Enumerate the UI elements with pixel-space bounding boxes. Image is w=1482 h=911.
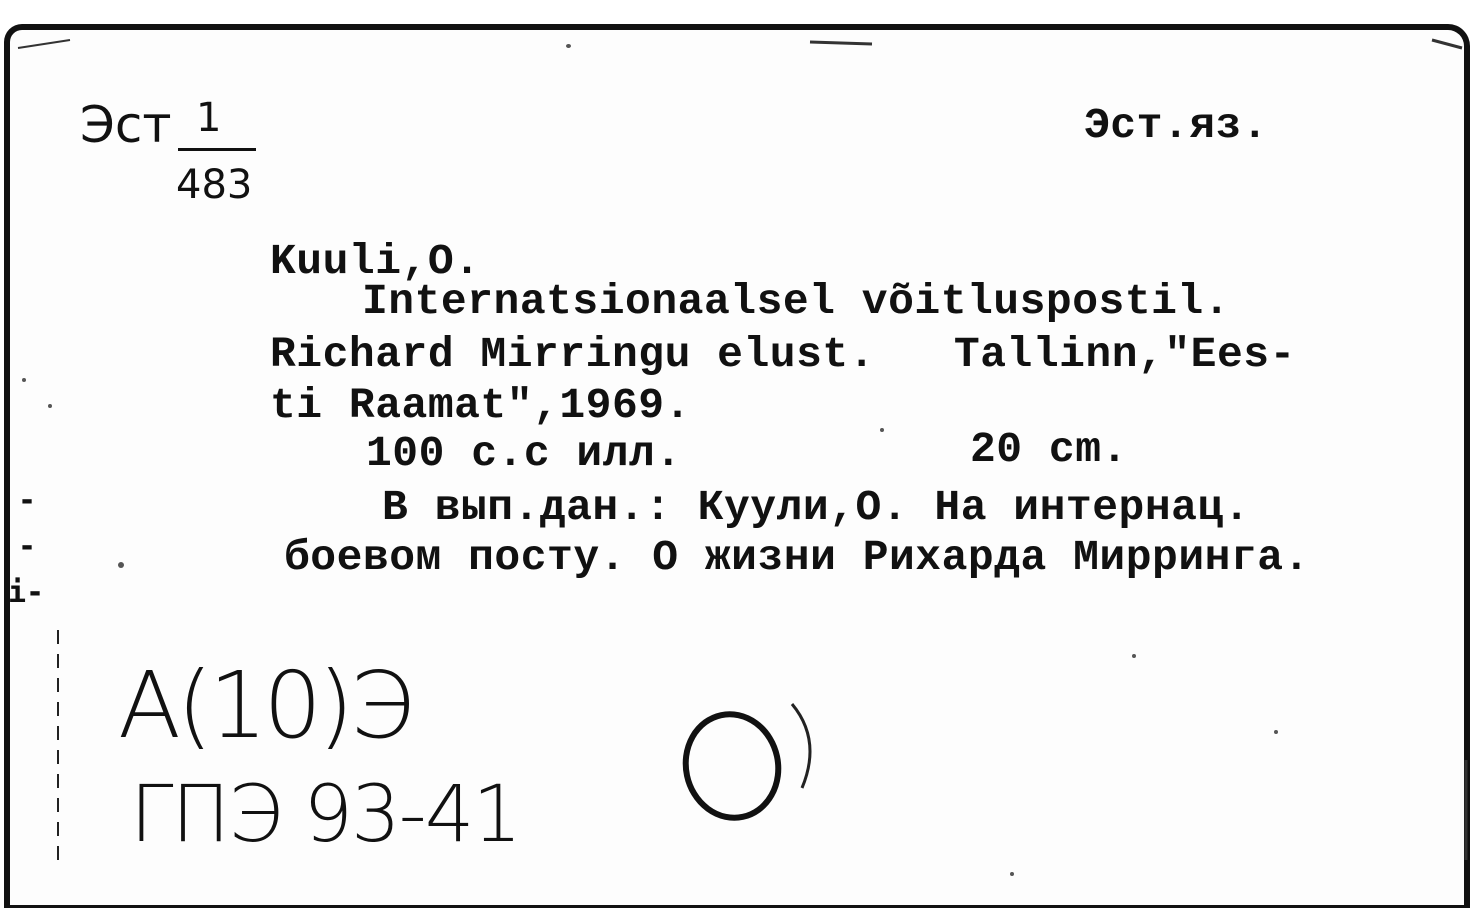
parallel-title-line-2: боевом посту. О жизни Рихарда Мирринга.	[284, 533, 1310, 582]
scan-speck	[880, 428, 884, 432]
top-wear-mark-1	[18, 40, 70, 48]
shelfmark-numerator: 1	[196, 95, 222, 141]
top-wear-mark-3	[1432, 40, 1462, 48]
title-line-1: Internatsionaalsel võitluspostil.	[362, 277, 1231, 326]
circle-mark-tail-icon	[792, 704, 810, 788]
scan-speck	[48, 404, 52, 408]
margin-mark-2: -	[18, 529, 37, 564]
scan-speck	[1132, 654, 1136, 658]
class-code: А(10)Э	[118, 652, 411, 759]
scan-speck	[566, 44, 571, 48]
margin-mark-3: i-	[8, 575, 45, 610]
register-code: ГПЭ 93-41	[130, 770, 521, 860]
scan-speck	[1274, 730, 1278, 734]
collation-size: 20 cm.	[970, 425, 1128, 474]
title-line-2: Richard Mirringu elust. Tallinn,"Ees-	[270, 330, 1296, 379]
collation-pages: 100 с.с илл.	[366, 429, 682, 478]
language-note: Эст.яз.	[1084, 101, 1269, 150]
shelfmark-top: Эст	[80, 96, 172, 154]
top-wear-mark-2	[810, 42, 872, 44]
scan-speck	[22, 378, 26, 382]
author-heading: Kuuli,O.	[270, 237, 481, 286]
margin-mark-1: -	[18, 483, 37, 518]
shelfmark-denominator: 483	[176, 162, 253, 208]
parallel-title-line-1: В вып.дан.: Куули,О. На интернац.	[382, 483, 1251, 532]
scan-speck	[1010, 872, 1014, 876]
scan-speck	[118, 562, 124, 568]
title-line-3: ti Raamat",1969.	[270, 381, 691, 430]
circle-mark-icon	[676, 706, 788, 827]
